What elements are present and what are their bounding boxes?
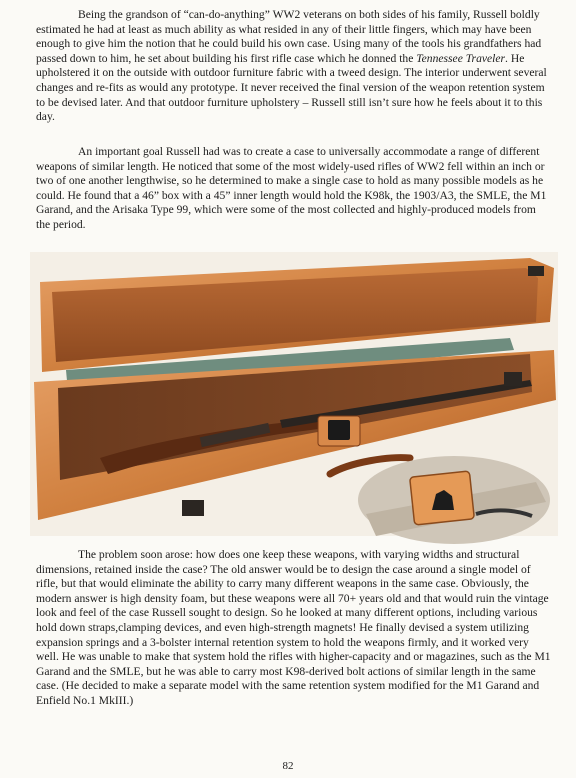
badge-closeup-photo: [356, 454, 552, 546]
paragraph-retention: The problem soon arose: how does one keep these weapons, with varying widths and structural dimensions, retained inside the case? The old answer would be to design the case around a single model of rifle, but that would eliminate the ability to carry many different weapons in the same case. Obviously, the modern answer is high density foam, but these weapons were all 70+ years old and that would ruin the vintage look and feel of the case Russell sought to design. So he looked at many different options, including various hold down straps,clamping devices, and even high-strength magnets! He finally devised a system utilizing expansion springs and a 3-bolster internal retention system to hold the weapons firmly, and it worked very well. He was unable to make that system hold the rifles with higher-capacity and or magazines, such as the M1 Garand and the SMLE, but he was able to carry most K98-derived bolt actions of similar length in the same case. (He decided to make a separate model with the same retention system modified for the M1 Garand and Enfield No.1 MkIII.): [36, 548, 551, 707]
paragraph-intro-part-a: Being the grandson of “can-do-anything” WW2 veterans on both sides of his family, Russell boldly estimated he had at least as much ability as what resided in any of their little fingers, which may have been enough to give him the notion that he could build his own case. Using many of the tools his grandfathers had passed down to him, he set about building his first rifle case which he donned the: [36, 8, 542, 65]
paragraph-goal: An important goal Russell had was to create a case to universally accommodate a range of different weapons of similar length. He noticed that some of the most widely-used rifles of WW2 fell within an inch or two of one another lengthwise, so he determined to make a single case to hold as many possible models as he could. He found that a 46” box with a 45” inner length would hold the K98k, the 1903/A3, the SMLE, the M1 Garand, and the Arisaka Type 99, which were some of the most collected and highly-produced models from the period.: [36, 145, 547, 231]
page-number: 82: [282, 760, 294, 772]
case-name-italic: Tennessee Traveler: [416, 51, 506, 65]
paragraph-intro-part-b: . He upholstered it on the outside with outdoor furniture fabric with a tweed design. The interior underwent several changes and re-fits as would any prototype. It never received the final version of the weapon retention system to be devised later. And that outdoor furniture upholstery – Russell still isn’t sure how he feels about it to this day.: [36, 51, 547, 124]
paragraph-intro: [36, 8, 552, 125]
